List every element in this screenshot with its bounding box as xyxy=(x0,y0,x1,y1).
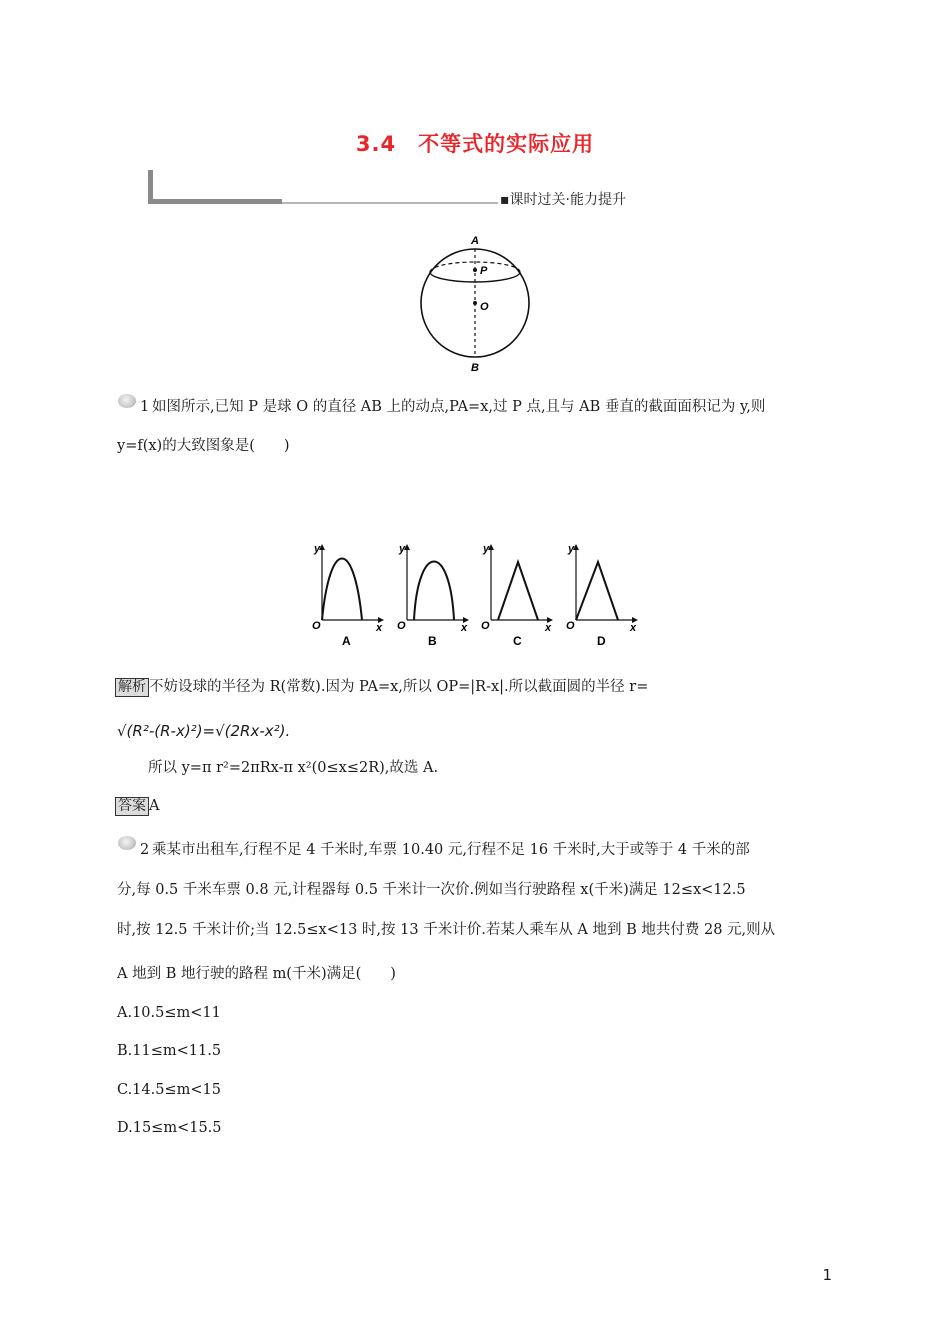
page-number: 1 xyxy=(822,1266,832,1284)
answer-tag: 答案 xyxy=(115,797,149,816)
graph-c-caption: C xyxy=(513,634,522,648)
question-2-option-b: B.11≤m<11.5 xyxy=(117,1043,222,1059)
question-1-line2: y=f(x)的大致图象是( ) xyxy=(117,438,290,454)
graph-b xyxy=(397,543,469,648)
question-1-line1: 如图所示,已知 P 是球 O 的直径 AB 上的动点,PA=x,过 P 点,且与 AB 垂直的截面面积记为 y,则 xyxy=(152,399,766,415)
question-2-option-a: A.10.5≤m<11 xyxy=(117,1005,221,1021)
graph-b-y-label: y xyxy=(399,543,406,555)
question-2-option-c: C.14.5≤m<15 xyxy=(117,1082,221,1098)
question-2-number: 2 xyxy=(140,842,150,858)
solution-1-text: 不妨设球的半径为 R(常数).因为 PA=x,所以 OP=|R-x|.所以截面圆的半径 r= xyxy=(149,679,649,695)
page-title: 3.4 不等式的实际应用 xyxy=(355,132,595,156)
graph-a-y-label: y xyxy=(314,543,321,555)
label-p: P xyxy=(480,265,488,277)
question-2-line2: 分,每 0.5 千米车票 0.8 元,计程器每 0.5 千米计一次价.例如当行驶路程 x(千米)满足 12≤x<12.5 xyxy=(117,882,746,898)
graph-c-y-label: y xyxy=(483,543,490,555)
graph-d-y-label: y xyxy=(568,543,575,555)
graph-c xyxy=(481,543,553,648)
label-o: O xyxy=(480,301,489,313)
graph-d-caption: D xyxy=(597,634,606,648)
graph-a-x-label: x xyxy=(376,622,383,634)
solution-1-line1 xyxy=(115,677,648,697)
graph-c-origin: O xyxy=(481,620,490,632)
graph-a xyxy=(312,543,384,648)
solution-1-line3: 所以 y=π r²=2πRx-π x²(0≤x≤2R),故选 A. xyxy=(148,760,439,776)
question-badge-icon xyxy=(118,836,136,850)
sphere-figure xyxy=(410,228,540,376)
question-2-option-d: D.15≤m<15.5 xyxy=(117,1120,222,1136)
graph-d-origin: O xyxy=(566,620,575,632)
question-2-line1: 乘某市出租车,行程不足 4 千米时,车票 10.40 元,行程不足 16 千米时,大于或等于 4 千米的部 xyxy=(152,842,750,858)
graph-b-caption: B xyxy=(428,634,437,648)
label-a: A xyxy=(471,235,479,247)
question-2-line4: A 地到 B 地行驶的路程 m(千米)满足( ) xyxy=(117,966,396,982)
graph-a-origin: O xyxy=(312,620,321,632)
answer-1 xyxy=(115,796,159,816)
graph-b-x-label: x xyxy=(461,622,468,634)
graph-d xyxy=(566,543,638,648)
section-label: ▪课时过关·能力提升 xyxy=(500,192,626,208)
label-b: B xyxy=(471,362,479,374)
question-badge-icon xyxy=(118,394,136,408)
graph-a-caption: A xyxy=(342,634,351,648)
graph-d-x-label: x xyxy=(630,622,637,634)
analysis-tag: 解析 xyxy=(115,678,149,697)
graph-b-origin: O xyxy=(397,620,406,632)
question-1-number: 1 xyxy=(140,399,150,415)
option-graphs xyxy=(308,538,648,650)
graph-c-x-label: x xyxy=(545,622,552,634)
answer-1-value: A xyxy=(149,798,160,814)
solution-1-formula: √(R²-(R-x)²)=√(2Rx-x²). xyxy=(117,722,291,740)
question-2-line3: 时,按 12.5 千米计价;当 12.5≤x<13 时,按 13 千米计价.若某人乘车从 A 地到 B 地共付费 28 元,则从 xyxy=(117,922,776,938)
